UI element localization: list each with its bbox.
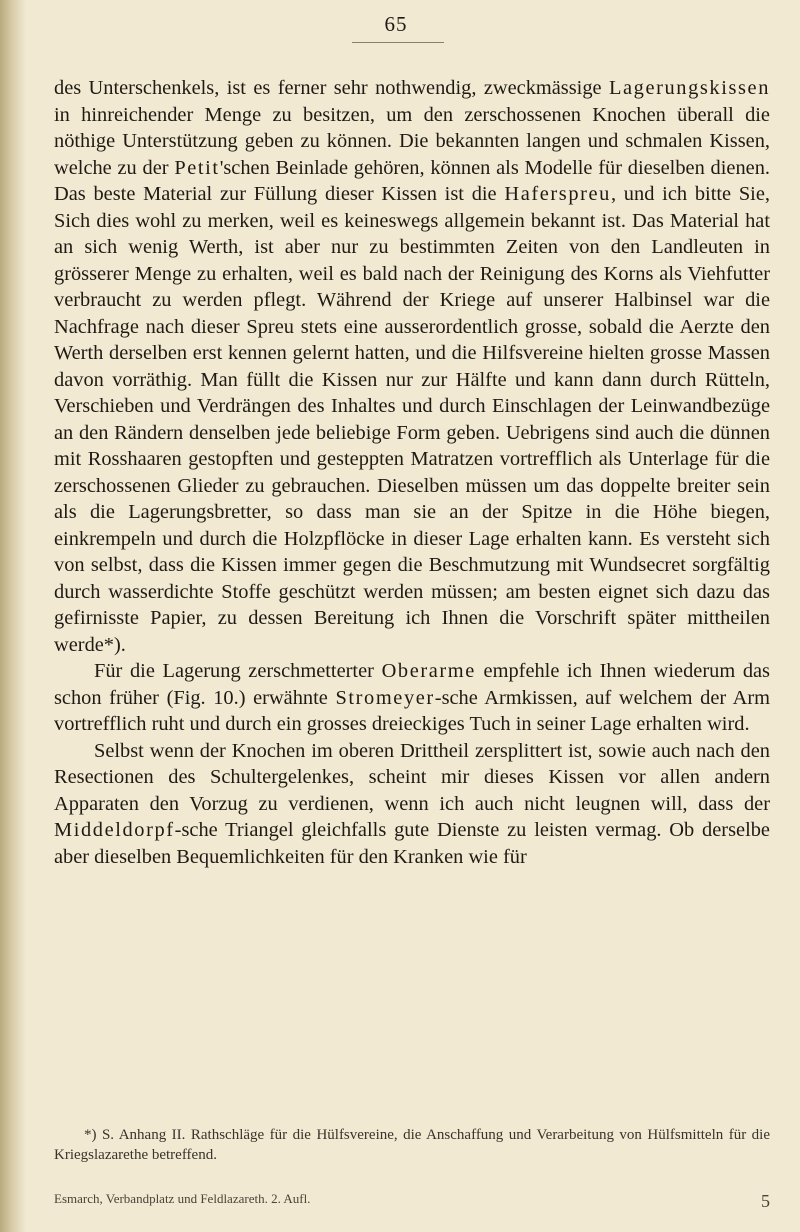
footnote-text: *) S. Anhang II. Rathschläge für die Hülfsvereine, die Anschaffung und Verarbeitung von Hülfsmitteln für die Kriegslazarethe betreffend. [54,1127,770,1163]
footnote [54,1126,770,1165]
p1-text-3: in hinreichender Menge zu besitzen, um den zerschossenen Knochen überall die nöthige Unterstützung geben zu können. Die bekannten langen und schmalen Kissen, welche zu der [54,103,770,179]
term-lagerungskissen: Lagerungskissen [608,77,770,99]
term-haferspreu: Haferspreu [504,183,611,205]
name-middeldorpf: Middeldorpf [54,819,175,841]
p2-text-1: Für die Lagerung zerschmetterter [94,660,382,682]
signature-mark: 5 [761,1191,770,1211]
paragraph-2 [54,658,770,738]
paragraph-1 [54,75,770,658]
p1-text-5: 'schen Beinlade gehören, können als Modelle für dieselben dienen. Das beste Material zur Füllung dieser Kissen ist die [54,156,771,205]
p2-text-5: -sche Armkissen, auf welchem der Arm vortrefflich ruht und durch ein grosses dreieckiges Tuch in seiner Lage erhalten wird. [54,686,770,735]
imprint-line [54,1191,770,1211]
page-number: 65 [384,12,408,36]
p3-text-1: Selbst wenn der Knochen im oberen Drittheil zersplittert ist, sowie auch nach den Resectionen des Schultergelenkes, scheint mir dieses Kissen vor allen andern Apparaten den Vorzug zu verdienen, wenn ich auch nicht leugnen will, dass der [54,739,770,815]
name-stromeyer: Stromeyer [335,686,435,709]
name-petit: Petit [174,156,220,179]
term-oberarme: Oberarme [381,660,476,682]
p2-text-3: empfehle ich Ihnen wiederum das schon früher (Fig. 10.) erwähnte [54,660,770,709]
p1-text-7: , und ich bitte Sie, Sich dies wohl zu merken, weil es keineswegs allgemein bekannt ist. Das Material hat an sich wenig Werth, ist aber nur zu bestimmten Zeiten von den Landleuten in grösserer Menge zu erhalten, weil es bald nach der Reinigung des Korns als Viehfutter verbraucht zu werden pflegt. Während der Kriege auf unserer Halbinsel war die Nachfrage nach dieser Spreu stets eine ausserordentlich grosse, sobald die Aerzte den Werth derselben erst kennen gelernt hatten, und die Hilfsvereine hielten grosse Massen davon vorräthig. Man füllt die Kissen nur zur Hälfte und kann dann durch Rütteln, Verschieben und Verdrängen des Inhaltes und durch Einschlagen der Leinwandbezüge an den Rändern denselben jede beliebige Form geben. Uebrigens sind auch die dünnen mit Rosshaaren gestopften und gesteppten Matratzen vortrefflich als Unterlage für die zerschossenen Glieder zu gebrauchen. Dieselben müssen um das doppelte breiter sein als die Lagerungsbretter, so dass man sie an der Spitze in die Höhe biegen, einkrempeln und durch die Holzpflöcke in dieser Lage erhalten kann. Es versteht sich von selbst, dass die Kissen immer gegen die Beschmutzung mit Wundsecret sorgfältig durch wasserdichte Stoffe geschützt werden müssen; am besten eignet sich dazu das gefirnisste Papier, zu dessen Bereitung ich Ihnen die Vorschrift später mittheilen werde*). [54,183,770,656]
page-number-rule [352,42,444,43]
body-text [54,75,770,870]
binding-shadow [0,0,26,1232]
paragraph-3 [54,738,770,871]
p3-text-3: -sche Triangel gleichfalls gute Dienste zu leisten vermag. Ob derselbe aber dieselben Bequemlichkeiten für den Kranken wie für [54,819,770,868]
imprint-text: Esmarch, Verbandplatz und Feldlazareth. 2. Aufl. [54,1191,311,1206]
p1-text-1: des Unterschenkels, ist es ferner sehr nothwendig, zweckmässige [54,77,609,99]
